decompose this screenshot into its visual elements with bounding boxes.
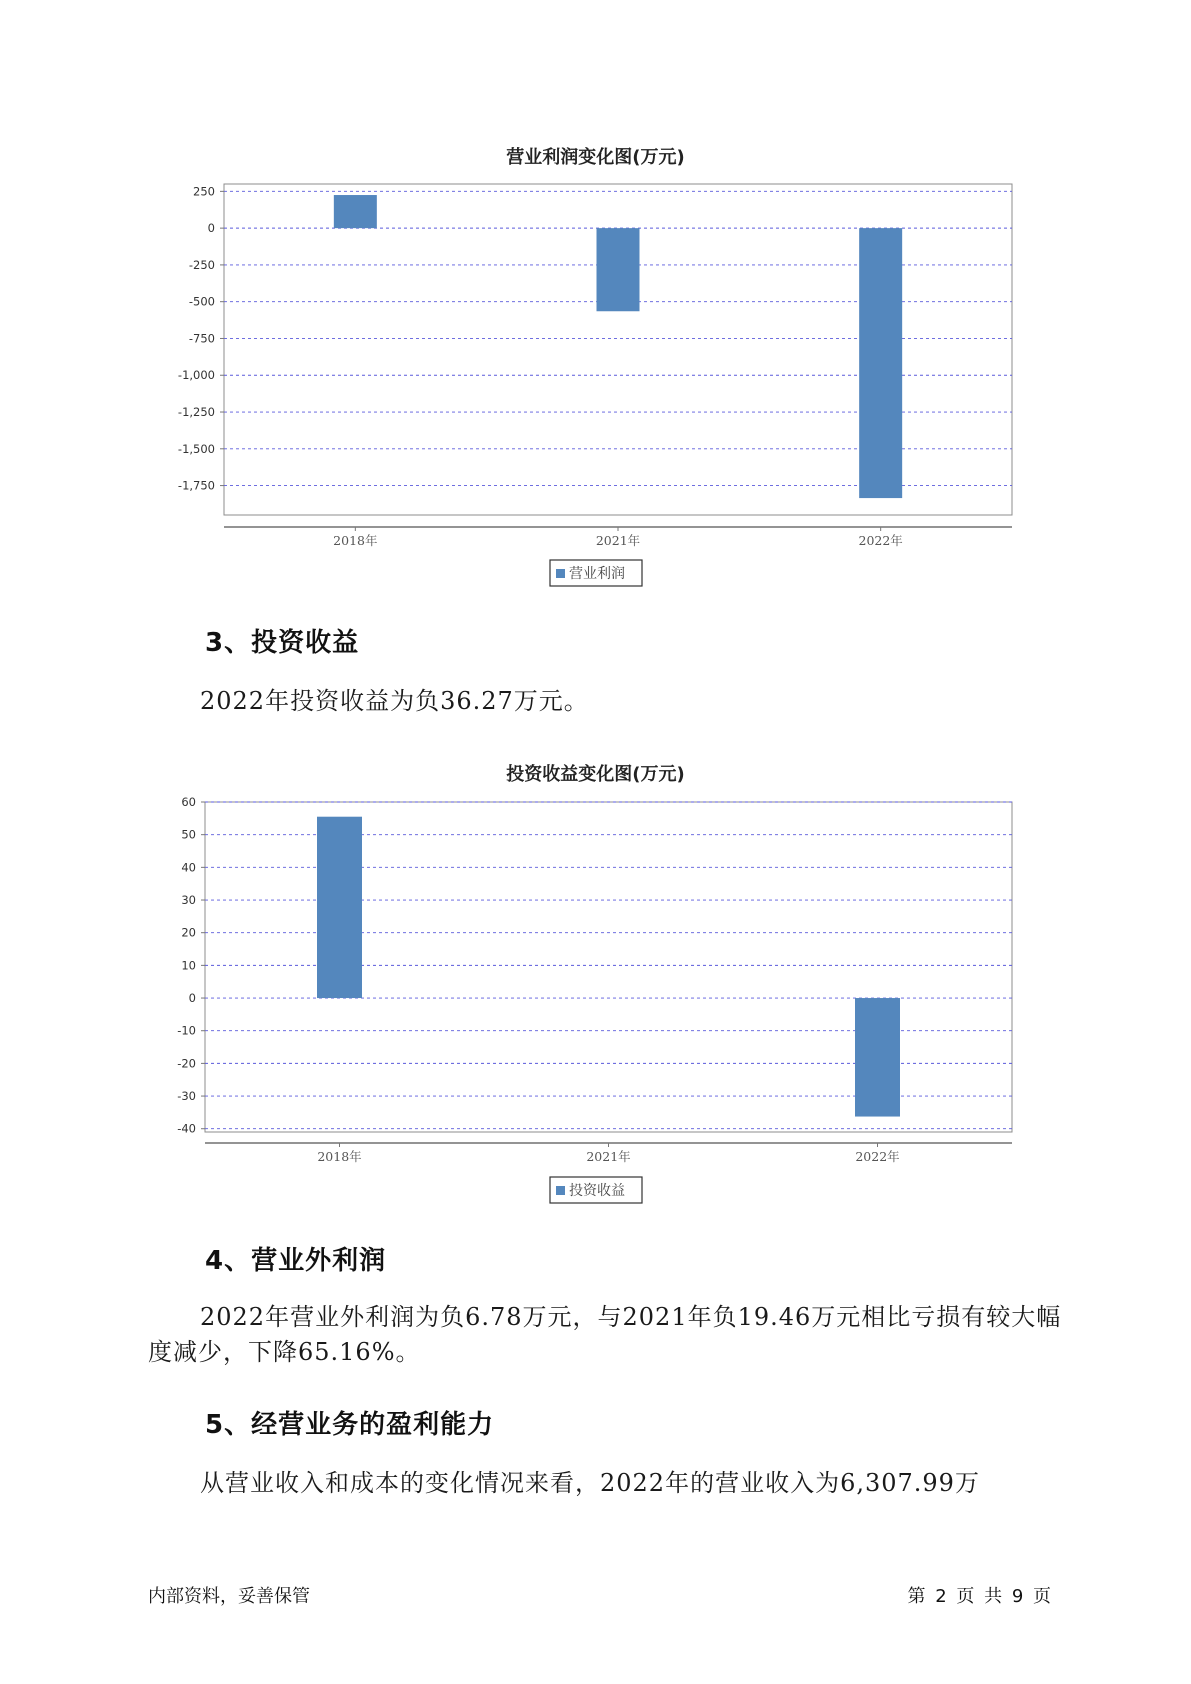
y-tick-label: 0: [188, 991, 196, 1006]
y-tick-label: -40: [177, 1121, 196, 1136]
y-tick-label: 0: [207, 221, 215, 236]
investment-income-chart-title: 投资收益变化图(万元): [506, 764, 685, 785]
section-3-heading: 3、投资收益: [205, 628, 360, 658]
bar-2022年: [859, 228, 902, 498]
y-tick-label: 20: [181, 925, 196, 940]
bar-2018年: [317, 817, 362, 998]
y-tick-label: -500: [188, 294, 215, 309]
section-5-heading: 5、经营业务的盈利能力: [205, 1410, 495, 1440]
legend-swatch: [556, 569, 565, 578]
section-5-paragraph: 从营业收入和成本的变化情况来看，2022年的营业收入为6,307.99万: [200, 1469, 980, 1497]
x-category-label: 2018年: [317, 1149, 362, 1164]
section-3-paragraph: 2022年投资收益为负36.27万元。: [200, 687, 589, 715]
investment-income-chart: [0, 780, 1191, 1210]
y-tick-label: -750: [188, 331, 215, 346]
legend-label: 投资收益: [569, 1183, 625, 1199]
x-category-label: 2021年: [595, 533, 641, 548]
y-tick-label: -1,250: [177, 405, 215, 420]
legend-swatch: [556, 1186, 565, 1195]
y-tick-label: 50: [181, 827, 196, 842]
y-tick-label: 10: [181, 958, 196, 973]
bar-2021年: [597, 228, 640, 311]
y-tick-label: -30: [177, 1089, 196, 1104]
section-4-paragraph: 2022年营业外利润为负6.78万元，与2021年负19.46万元相比亏损有较大幅度减少，下降65.16%。: [148, 1303, 1062, 1366]
x-category-label: 2022年: [858, 533, 903, 548]
footer-page-number: 第 2 页 共 9 页: [907, 1586, 1051, 1607]
chart-legend: [550, 1177, 642, 1203]
y-tick-label: -1,750: [177, 478, 215, 493]
operating-profit-chart-title: 营业利润变化图(万元): [506, 147, 685, 168]
chart-legend: [550, 560, 642, 586]
section-4-heading: 4、营业外利润: [205, 1246, 387, 1276]
y-tick-label: -20: [177, 1056, 196, 1071]
y-tick-label: -250: [188, 257, 215, 272]
x-category-label: 2021年: [586, 1149, 631, 1164]
y-tick-label: 60: [181, 795, 196, 809]
footer-confidential-note: 内部资料，妥善保管: [148, 1586, 310, 1607]
x-category-label: 2018年: [333, 533, 378, 548]
legend-label: 营业利润: [569, 566, 625, 582]
y-tick-label: 40: [181, 860, 196, 875]
y-tick-label: -1,500: [177, 441, 215, 456]
bar-2022年: [855, 998, 900, 1117]
bar-2018年: [334, 195, 377, 228]
y-tick-label: 250: [193, 184, 215, 199]
y-tick-label: -1,000: [177, 368, 215, 383]
operating-profit-chart: [0, 140, 1191, 600]
y-tick-label: -10: [177, 1023, 196, 1038]
x-category-label: 2022年: [855, 1149, 900, 1164]
y-tick-label: 30: [181, 893, 196, 908]
